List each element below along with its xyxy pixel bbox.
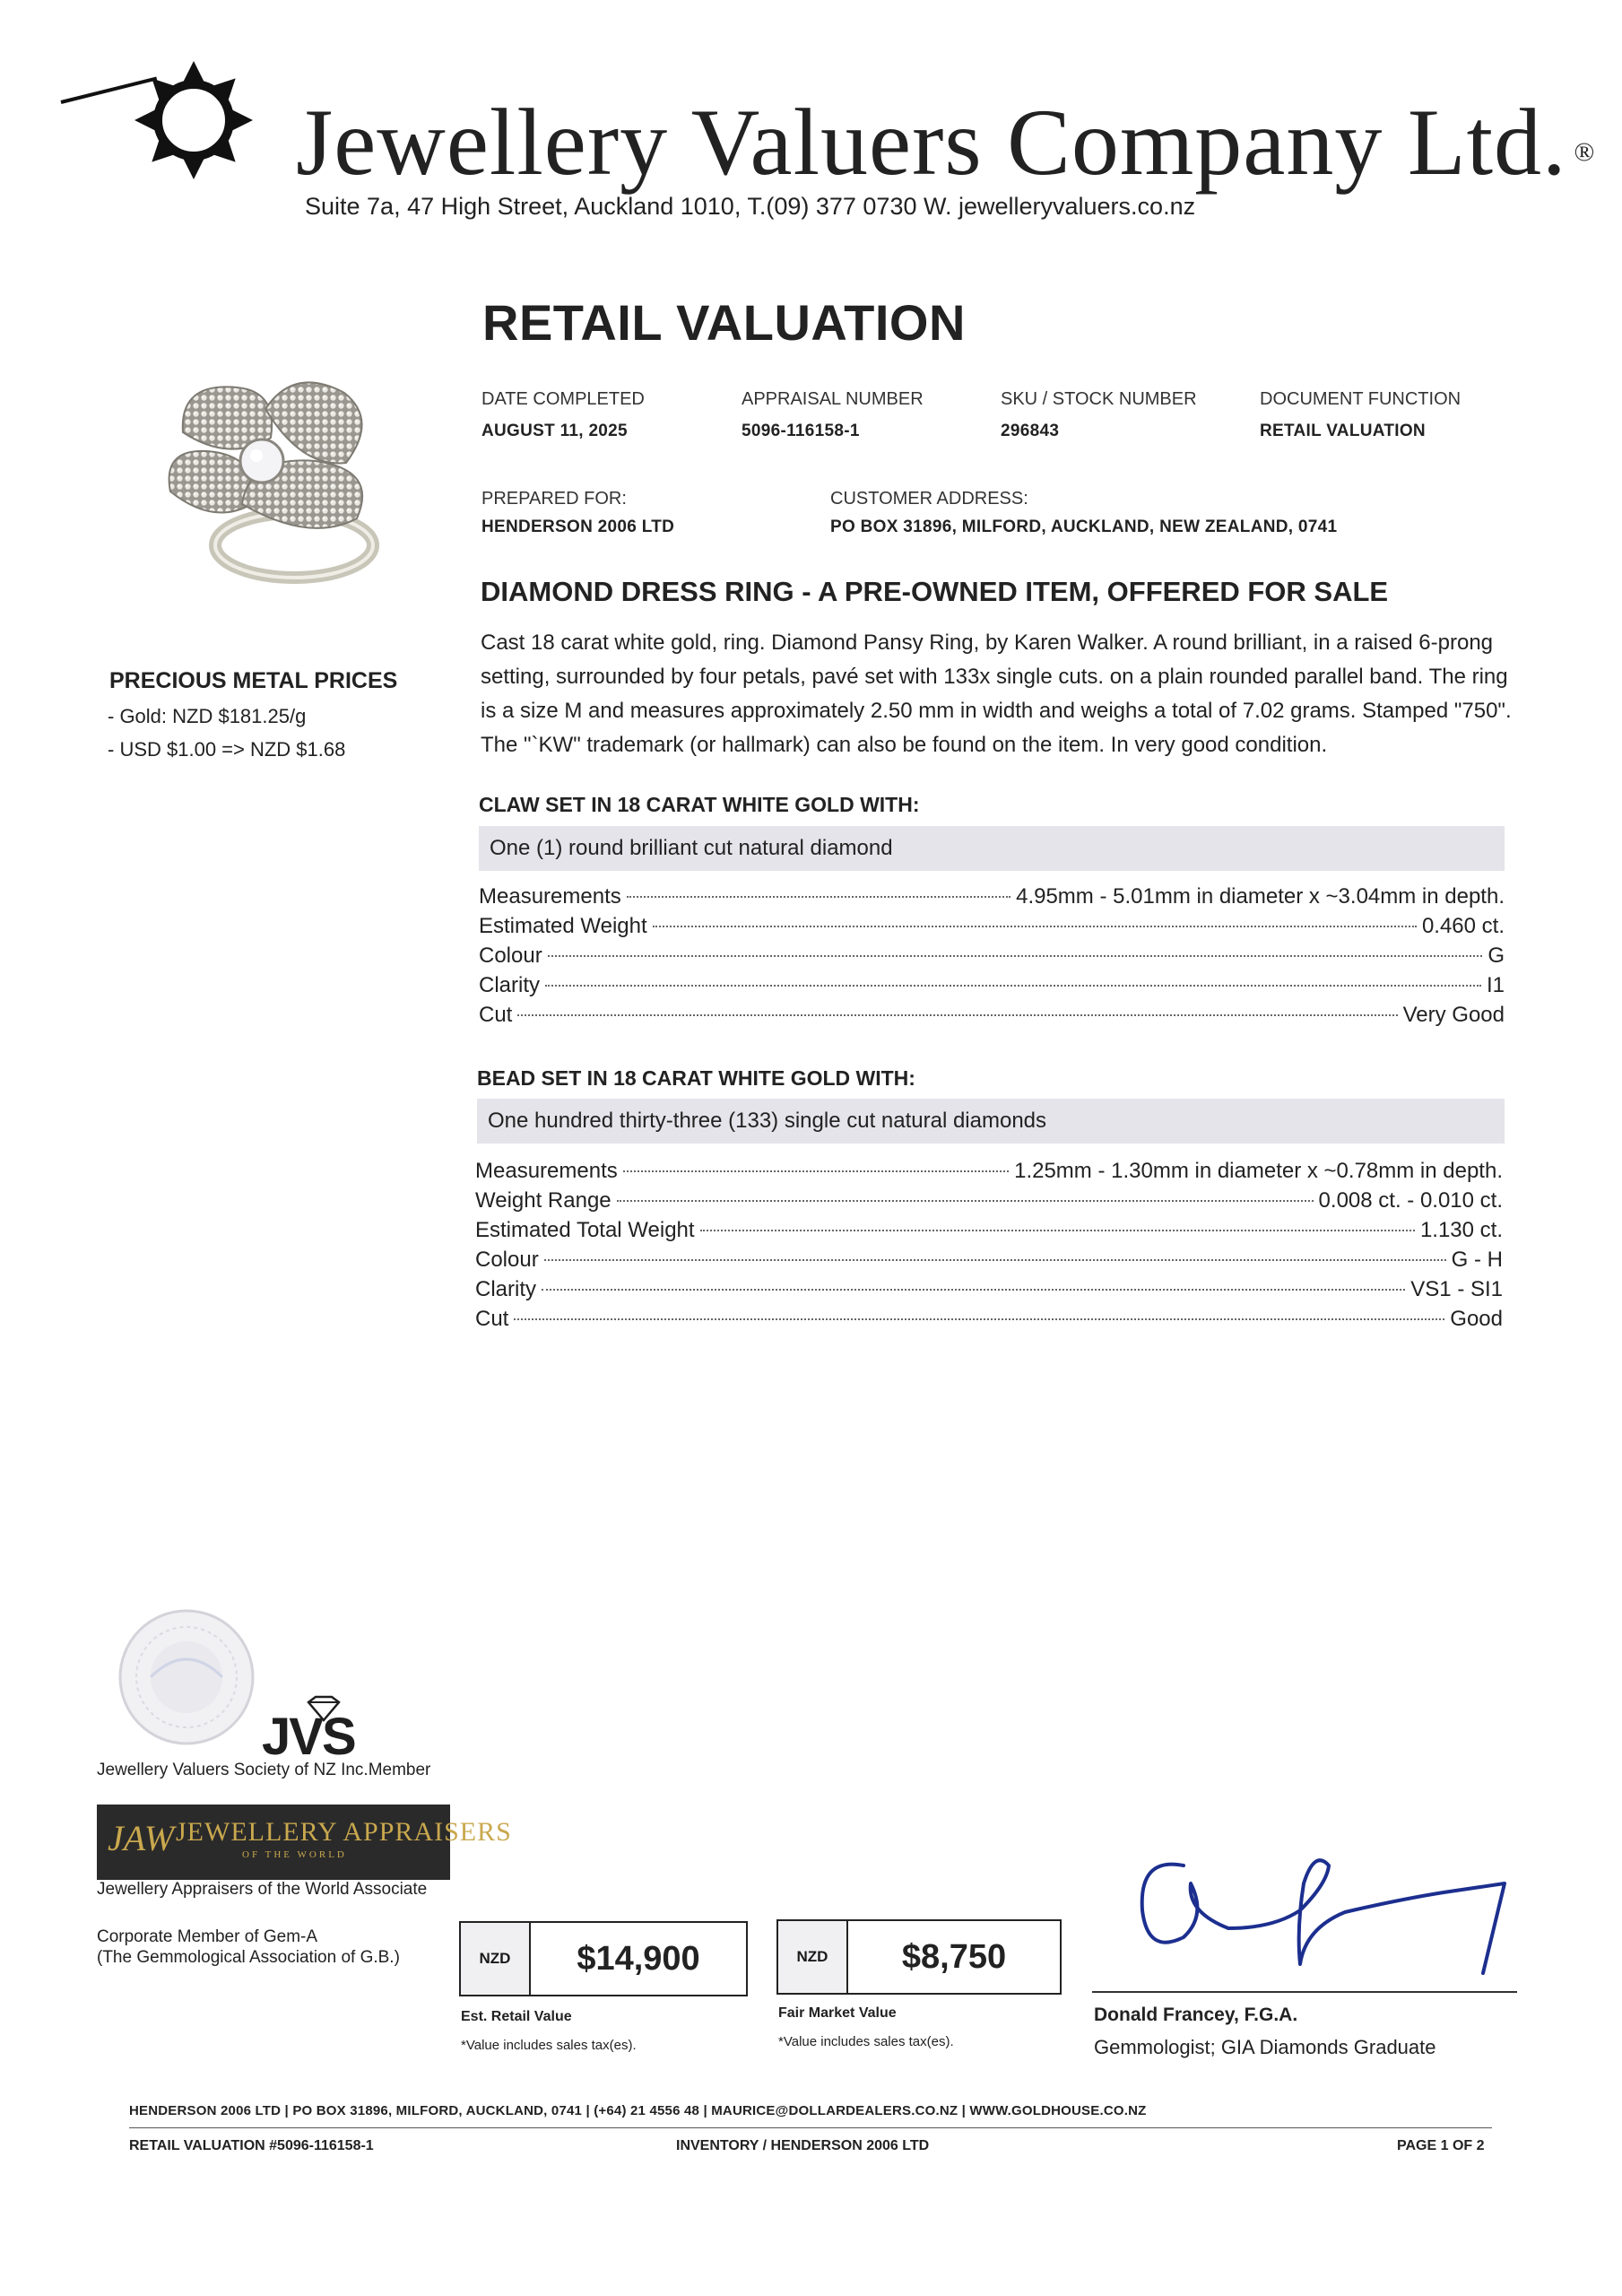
item-title: DIAMOND DRESS RING - A PRE-OWNED ITEM, OFFERED FOR SALE	[481, 576, 1389, 607]
spec-row: Estimated Weight 0.460 ct.	[479, 914, 1505, 938]
fair-market-value-box	[776, 1919, 1062, 1995]
meta-label-appraisal: APPRAISAL NUMBER	[742, 389, 924, 409]
ring-photo	[143, 370, 403, 588]
meta-value-appraisal: 5096-116158-1	[742, 422, 860, 440]
signature	[1121, 1830, 1524, 1991]
gem-a-membership	[97, 1926, 400, 1968]
diamond-icon	[303, 1695, 344, 1722]
spec-row: Weight Range 0.008 ct. - 0.010 ct.	[475, 1188, 1503, 1213]
usd-rate: - USD $1.00 => NZD $1.68	[108, 738, 346, 761]
meta-value-sku: 296843	[1001, 422, 1060, 440]
page-number: PAGE 1 OF 2	[1397, 2138, 1485, 2153]
customer-address-label: CUSTOMER ADDRESS:	[830, 489, 1028, 509]
claw-set-summary: One (1) round brilliant cut natural diamond	[479, 826, 1505, 871]
jaw-membership: Jewellery Appraisers of the World Associate	[97, 1880, 428, 1899]
jaw-subtitle: OF THE WORLD	[242, 1849, 347, 1860]
prepared-for-value: HENDERSON 2006 LTD	[481, 517, 675, 536]
footer-reference: RETAIL VALUATION #5096-116158-1	[129, 2138, 374, 2153]
gold-price: - Gold: NZD $181.25/g	[108, 705, 307, 727]
bead-set-heading: BEAD SET IN 18 CARAT WHITE GOLD WITH:	[477, 1066, 915, 1090]
retail-currency: NZD	[461, 1923, 531, 1995]
retail-amount: $14,900	[577, 1939, 700, 1978]
retail-caption: Est. Retail Value	[461, 2009, 572, 2024]
meta-label-sku: SKU / STOCK NUMBER	[1001, 389, 1197, 409]
footer-contact: HENDERSON 2006 LTD | PO BOX 31896, MILFORD, AUCKLAND, 0741 | (+64) 21 4556 48 | MAURICE@DOLLARDEALERS.CO.NZ | WWW.GOLDHOUSE.CO.NZ	[129, 2103, 1147, 2118]
jvs-logo: JVS	[262, 1708, 355, 1766]
spec-row: Clarity VS1 - SI1	[475, 1277, 1503, 1301]
spec-row: Measurements 1.25mm - 1.30mm in diameter x ~0.78mm in depth.	[475, 1159, 1503, 1183]
signatory-role: Gemmologist; GIA Diamonds Graduate	[1094, 2036, 1436, 2058]
jvs-membership: Jewellery Valuers Society of NZ Inc.Member	[97, 1761, 431, 1779]
footer-inventory: INVENTORY / HENDERSON 2006 LTD	[676, 2138, 930, 2153]
company-address: Suite 7a, 47 High Street, Auckland 1010, T.(09) 377 0730 W. jewelleryvaluers.co.nz	[305, 193, 1196, 220]
document-title: RETAIL VALUATION	[482, 294, 966, 351]
spec-row: Cut Very Good	[479, 1003, 1505, 1027]
spec-row: Measurements 4.95mm - 5.01mm in diameter x ~3.04mm in depth.	[479, 884, 1505, 909]
spec-row: Estimated Total Weight 1.130 ct.	[475, 1218, 1503, 1242]
spec-row: Colour G - H	[475, 1248, 1503, 1272]
fair-market-caption: Fair Market Value	[778, 2005, 897, 2021]
fair-market-amount: $8,750	[901, 1937, 1007, 1976]
meta-value-date: AUGUST 11, 2025	[481, 422, 628, 440]
customer-address-value: PO BOX 31896, MILFORD, AUCKLAND, NEW ZEALAND, 0741	[830, 517, 1338, 536]
meta-value-function: RETAIL VALUATION	[1260, 422, 1426, 440]
signatory-name: Donald Francey, F.G.A.	[1094, 2005, 1298, 2025]
embossed-seal	[115, 1596, 258, 1758]
claw-set-specs	[479, 884, 1505, 1032]
signature-line	[1092, 1991, 1517, 1993]
spec-row: Colour G	[479, 944, 1505, 968]
retail-note: *Value includes sales tax(es).	[461, 2038, 637, 2053]
company-logo-icon	[133, 59, 255, 181]
metal-prices-title: PRECIOUS METAL PRICES	[109, 668, 398, 693]
spec-row: Cut Good	[475, 1307, 1503, 1331]
fair-market-note: *Value includes sales tax(es).	[778, 2034, 954, 2049]
footer-divider	[129, 2127, 1492, 2128]
item-description: Cast 18 carat white gold, ring. Diamond Pansy Ring, by Karen Walker. A round brilliant, in a raised 6-prong setting, surrounded by four petals, pavé set with 133x single cuts. on a plain rounded parallel band. The ring is a size M and measures approximately 2.50 mm in width and weighs a total of 7.02 grams. Stamped "750". The "`KW" trademark (or hallmark) can also be found on the item. In very good condition.	[481, 631, 1512, 757]
gem-a-line2: (The Gemmological Association of G.B.)	[97, 1948, 400, 1967]
fair-market-currency: NZD	[778, 1921, 848, 1993]
jaw-monogram: JAW	[108, 1818, 175, 1858]
jaw-name: JEWELLERY APPRAISERS	[176, 1817, 512, 1847]
gem-a-line1: Corporate Member of Gem-A	[97, 1927, 318, 1946]
bead-set-specs	[475, 1159, 1503, 1336]
bead-set-summary: One hundred thirty-three (133) single cut natural diamonds	[477, 1099, 1505, 1144]
meta-label-date: DATE COMPLETED	[481, 389, 645, 409]
spec-row: Clarity I1	[479, 973, 1505, 997]
registered-mark: ®	[1574, 136, 1596, 167]
meta-label-function: DOCUMENT FUNCTION	[1260, 389, 1462, 409]
claw-set-heading: CLAW SET IN 18 CARAT WHITE GOLD WITH:	[479, 793, 920, 816]
prepared-for-label: PREPARED FOR:	[481, 489, 627, 509]
retail-value-box	[459, 1921, 748, 1996]
company-name: Jewellery Valuers Company Ltd. ®	[296, 90, 1596, 195]
